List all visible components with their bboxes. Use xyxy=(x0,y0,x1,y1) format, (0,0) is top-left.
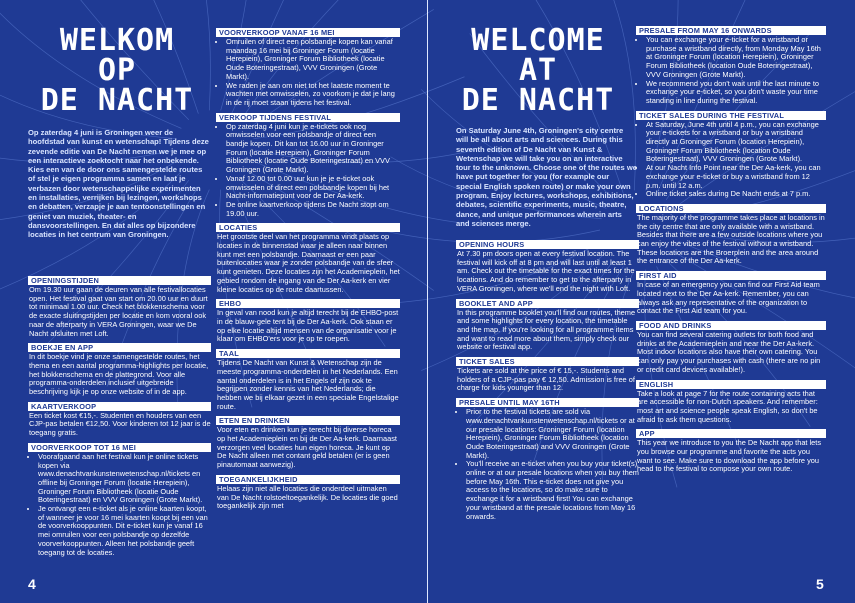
bullet-item: • You can exchange your e-ticket for a wristband or purchase a wristband directly, from Monday May 16th at Groninger Forum (location Herepiein), Groninger Forum Bibliotheek (location Oude Boteringestraat), VVV Groningen (Grote Markt). xyxy=(646,36,826,80)
bullet-item: • Omruilen of direct een polsbandje kopen kan vanaf maandag 16 mei bij Groninger Forum (locatie Herepiein), Groninger Forum Bibliotheek (locatie Oude Boteringestraat), VVV Groningen (Grote Markt). xyxy=(226,38,400,82)
section-body xyxy=(456,250,639,294)
page-number: 5 xyxy=(816,576,824,592)
info-section xyxy=(28,402,211,438)
section-body xyxy=(216,309,400,344)
section-header: TAAL xyxy=(216,349,400,358)
section-text: This year we introduce to you the De Nacht app that lets you browse our programme and favorite the acts you want to see. Make sure to download the app before you head to the festival to compose your own route. xyxy=(637,438,822,474)
section-body xyxy=(636,281,826,316)
bullet-item: • Prior to the festival tickets are sold via www.denachtvankunstenwetenschap.nl/tickets or at our presale locations: Groninger Forum (location Herepiein), Groninger Forum Bibliotheek (location Oude Boteringestraat) and VVV Groningen (Grote Markt). xyxy=(466,408,639,460)
section-body xyxy=(28,353,211,397)
right-column-2 xyxy=(636,26,826,474)
bullet-item: • Op zaterdag 4 juni kun je e-tickets ook nog omwisselen voor een polsbandje of direct een bandje kopen. Dit kan tot 16.00 uur in Groninger Forum (locatie Herepiein), Groninger Forum Bibliotheek (locatie Oude Boteringestraat) en VVV Groningen (Grote Markt). xyxy=(226,123,400,175)
left-column-1 xyxy=(28,276,211,557)
section-header: TICKET SALES xyxy=(456,357,639,366)
bullet-item: • Voorafgaand aan het festival kun je online tickets kopen via www.denachtvankunstenwetenschap.nl/tickets en offline bij Groninger Forum (locatie Herepiein), Groninger Forum Bibliotheek (locatie Oude Boteringestraat) en VVV Groningen (Grote Markt). xyxy=(38,453,211,505)
section-header: TICKET SALES DURING THE FESTIVAL xyxy=(636,111,826,120)
bullet-list xyxy=(29,453,211,557)
section-text: In dit boekje vind je onze samengestelde routes, het thema en een aantal programma-highlights per locatie, het blokkenschema en de plattegrond. Voor alle programma-onderdelen inclusief uitgebreide beschrijving kijk je op onze website of in de app. xyxy=(29,352,209,397)
left-intro: Op zaterdag 4 juni is Groningen weer de hoofdstad van kunst en wetenschap! Tijdens deze zevende editie van De Nacht nemen we je mee op een interactieve zoektocht naar het onbekende. Kies een van de door ons samengestelde routes of stel je eigen programma samen en laat je verbazen door wetenschappelijke experimenten en installaties, verrijken bij lezingen, workshops en debatten, verzapje je aan tentoonstellingen en geniet van muziek, theater- en dansvoorstellingen. En dat alles op bijzondere locaties in het centrum van Groningen. xyxy=(28,128,209,240)
info-section xyxy=(636,321,826,375)
section-header: OPENINGSTIJDEN xyxy=(28,276,211,285)
info-section xyxy=(216,28,400,108)
section-body xyxy=(216,38,400,108)
section-text: Voor eten en drinken kun je terecht bij diverse horeca op het Academieplein en bij de Der Aa-kerk. Daarnaast verzorgen veel locaties hun eigen horeca. Je kunt op De Nacht alleen met contant geld betalen (er is geen pinautomaat aanwezig). xyxy=(217,425,397,470)
info-section xyxy=(456,240,639,294)
left-column-2 xyxy=(216,28,400,511)
section-header: EHBO xyxy=(216,299,400,308)
bullet-item: • We raden je aan om niet tot het laatste moment te wachten met omwisselen, zo voorkom je dat je lang in de rij moet staan tijdens het festival. xyxy=(226,82,400,108)
section-body xyxy=(216,426,400,470)
section-body xyxy=(456,408,639,521)
right-intro: On Saturday June 4th, Groningen's city centre will be all about arts and sciences. During this seventh edition of De Nacht van Kunst & Wetenschap we will take you on an interactive tour to the unknown. Choose one of the routes we have put together for you (for example our special English spoken route) or make your own program. Enjoy lectures, workshops, exhibitions, debates, scientific experiments, music, theatre, dance, and unique performances wherein arts and sciences merge. xyxy=(456,126,637,228)
section-text: In case of an emergency you can find our First Aid team located next to the Der Aa-kerk. Remember, you can always ask any representative of the organization to contact the First Aid team for you. xyxy=(637,280,820,316)
bullet-list xyxy=(637,121,826,199)
info-section xyxy=(216,416,400,470)
section-body xyxy=(636,36,826,106)
bullet-list xyxy=(637,36,826,106)
bullet-item: • At our Nacht Info Point near the Der Aa-kerk, you can exchange your e-ticket or buy a wristband from 12 p.m. until 12 a.m. xyxy=(646,164,826,190)
title-line: DE NACHT xyxy=(40,83,194,118)
section-body xyxy=(636,331,826,375)
section-header: TOEGANKELIJKHEID xyxy=(216,475,400,484)
bullet-item: • You'll receive an e-ticket when you buy your ticket(s) online or at our presale locations when you buy them before May 16th. This e-ticket does not give you access to the locations, so do make sure to exchange it for a wristband first! You can exchange your wristband at the presale locations from May 16 onwards. xyxy=(466,460,639,521)
info-section xyxy=(216,113,400,219)
section-header: LOCATIES xyxy=(216,223,400,232)
section-body xyxy=(456,367,639,393)
info-section xyxy=(456,398,639,521)
section-header: VOORVERKOOP VANAF 16 MEI xyxy=(216,28,400,37)
bullet-item: • At Saturday, June 4th until 4 p.m., you can exchange your e-tickets for a wristband or buy a wristband directly at Groninger Forum (location Herepiein), Groninger Forum Bibliotheek (location Oude Boteringestraat), VVV Groningen (Grote Markt). xyxy=(646,121,826,165)
section-body xyxy=(636,390,826,425)
bullet-list xyxy=(217,38,400,108)
info-section xyxy=(636,26,826,106)
section-text: Om 19.30 uur gaan de deuren van alle festivallocaties open. Het festival gaat van start om 20.00 uur en duurt tot minimaal 1.00 uur. Check het blokkenschema voor de exacte sluitingstijden per locatie en kom vooral ook naar de afterparty in VERA Groningen, waar we De Nacht afsluiten met Loft. xyxy=(29,285,208,338)
right-page xyxy=(428,0,855,603)
info-section xyxy=(456,357,639,393)
section-text: In geval van nood kun je altijd terecht bij de EHBO-post in de blauw-gele tent bij de Der Aa-kerk. Ook staan er op elke locatie altijd mensen van de organisatie voor je klaar om EHBO'ers voor je op te roepen. xyxy=(217,308,399,344)
info-section xyxy=(216,349,400,411)
section-text: Het grootste deel van het programma vindt plaats op locaties in de binnenstad waar je alleen naar binnen kunt met een polsbandje. Daarnaast er een paar buitenlocaties waar je zonder polsbandje van de sfeer kunt genieten. Deze locaties zijn het Academieplein, het gebied rondom de ingang van de Der Aa-kerk en vier kleine locaties op de route daartussen. xyxy=(217,232,400,294)
info-section xyxy=(216,475,400,511)
section-header: ENGLISH xyxy=(636,380,826,389)
bullet-item: • Online ticket sales during De Nacht ends at 7 p.m. xyxy=(646,190,826,199)
info-section xyxy=(636,271,826,316)
section-body xyxy=(28,412,211,438)
section-text: In this programme booklet you'll find our routes, theme and some highlights for every location, the timetable and the map. If you're looking for all programme items and want to read more about them, simply check our website or festival app. xyxy=(457,307,636,352)
section-text: Helaas zijn niet alle locaties die onderdeel uitmaken van De Nacht rolstoeltoegankelijk. De locaties die goed toegankelijk zijn met xyxy=(217,483,398,511)
section-header: KAARTVERKOOP xyxy=(28,402,211,411)
info-section xyxy=(636,111,826,199)
section-header: ETEN EN DRINKEN xyxy=(216,416,400,425)
section-body xyxy=(636,439,826,474)
bullet-item: • Vanaf 12.00 tot 0.00 uur kun je je e-ticket ook omwisselen of direct een polsbandje kopen bij het Nacht-informatiepunt voor de Der Aa-kerk. xyxy=(226,175,400,201)
title-line: OP xyxy=(97,53,137,88)
info-section xyxy=(216,223,400,294)
section-text: Een ticket kost €15,-. Studenten en houders van een CJP-pas betalen €12,50. Voor kinderen tot 12 jaar is de toegang gratis. xyxy=(29,410,211,438)
section-header: LOCATIONS xyxy=(636,204,826,213)
bullet-item: • We recommend you don't wait until the last minute to exchange your e-ticket, so you don't waste your time standing in line during the festival. xyxy=(646,80,826,106)
info-section xyxy=(28,276,211,338)
section-text: Take a look at page 7 for the route containing acts that are accessible for non-Dutch speakers. And remember: most art and science people speak English, so don't be afraid to ask them questions. xyxy=(637,388,818,424)
info-section xyxy=(636,204,826,266)
section-body xyxy=(216,359,400,411)
section-text: Tijdens De Nacht van Kunst & Wetenschap zijn de meeste programma-onderdelen in het Nederlands. Een aantal onderdelen is in het Engels of zijn ook te begrijpen zonder kennis van het Nederlands; die hebben we bij elkaar gezet in een speciale Engelstalige route. xyxy=(217,358,399,411)
left-title xyxy=(22,23,212,118)
section-text: At 7.30 pm doors open at every festival location. The festival will kick off at 8 pm and will last until at least 1 am. Check out the timetable for the exact times for the locations. And do remember to get to the afterparty in VERA Groningen, where we'll end the night with Loft. xyxy=(457,249,635,293)
page-number: 4 xyxy=(28,576,36,592)
info-section xyxy=(456,299,639,353)
left-page xyxy=(0,0,427,603)
info-section xyxy=(636,380,826,425)
info-section xyxy=(28,443,211,557)
section-header: OPENING HOURS xyxy=(456,240,639,249)
bullet-item: • De online kaartverkoop tijdens De Nacht stopt om 19.00 uur. xyxy=(226,201,400,218)
section-header: BOOKLET AND APP xyxy=(456,299,639,308)
section-body xyxy=(216,233,400,294)
section-header: VOORVERKOOP TOT 16 MEI xyxy=(28,443,211,452)
info-section xyxy=(636,429,826,474)
section-header: VERKOOP TIJDENS FESTIVAL xyxy=(216,113,400,122)
title-line: WELCOME xyxy=(471,23,605,58)
section-header: APP xyxy=(636,429,826,438)
right-column-1 xyxy=(456,240,639,521)
section-text: You can find several catering outlets for both food and drinks at the Academieplein and near the Der Aa-kerk. Most indoor locations also have their own catering. You can only pay your purchases with cash (there are no pin or credit card devices available!). xyxy=(637,329,821,374)
section-text: Tickets are sold at the price of € 15,-. Students and holders of a CJP-pas pay € 12,50. Admission is free of charge for kids younger than 12. xyxy=(457,366,635,393)
section-header: PRESALE FROM MAY 16 ONWARDS xyxy=(636,26,826,35)
info-section xyxy=(216,299,400,344)
section-header: BOEKJE EN APP xyxy=(28,343,211,352)
bullet-list xyxy=(457,408,639,521)
section-text: The majority of the programme takes place at locations in the city centre that are only available with a wristband. Besides that there are a few outside locations where you can enjoy the vibes of the festival without a wristband. These locations are the Broerplein and the area around the entrance of the Der Aa-kerk. xyxy=(637,212,825,266)
section-body xyxy=(216,485,400,511)
section-body xyxy=(28,453,211,557)
title-line: DE NACHT xyxy=(461,83,615,118)
title-line: AT xyxy=(518,53,558,88)
section-body xyxy=(28,286,211,338)
section-header: FOOD AND DRINKS xyxy=(636,321,826,330)
bullet-list xyxy=(217,123,400,219)
section-header: PRESALE UNTIL MAY 16TH xyxy=(456,398,639,407)
section-body xyxy=(636,121,826,199)
info-section xyxy=(28,343,211,397)
right-title xyxy=(448,23,628,118)
bullet-item: • Je ontvangt een e-ticket als je online kaarten koopt, of wanneer je voor 16 mei kaarten koopt bij een van de voorverkooppunten. Dit e-ticket kun je vanaf 16 mei omruilen voor een polsbandje op dezelfde voorverkooppunten. Alleen het polsbandje geeft toegang tot de locaties. xyxy=(38,505,211,557)
section-body xyxy=(456,309,639,353)
title-line: WELKOM xyxy=(59,23,175,58)
section-header: FIRST AID xyxy=(636,271,826,280)
section-body xyxy=(636,214,826,266)
section-body xyxy=(216,123,400,219)
